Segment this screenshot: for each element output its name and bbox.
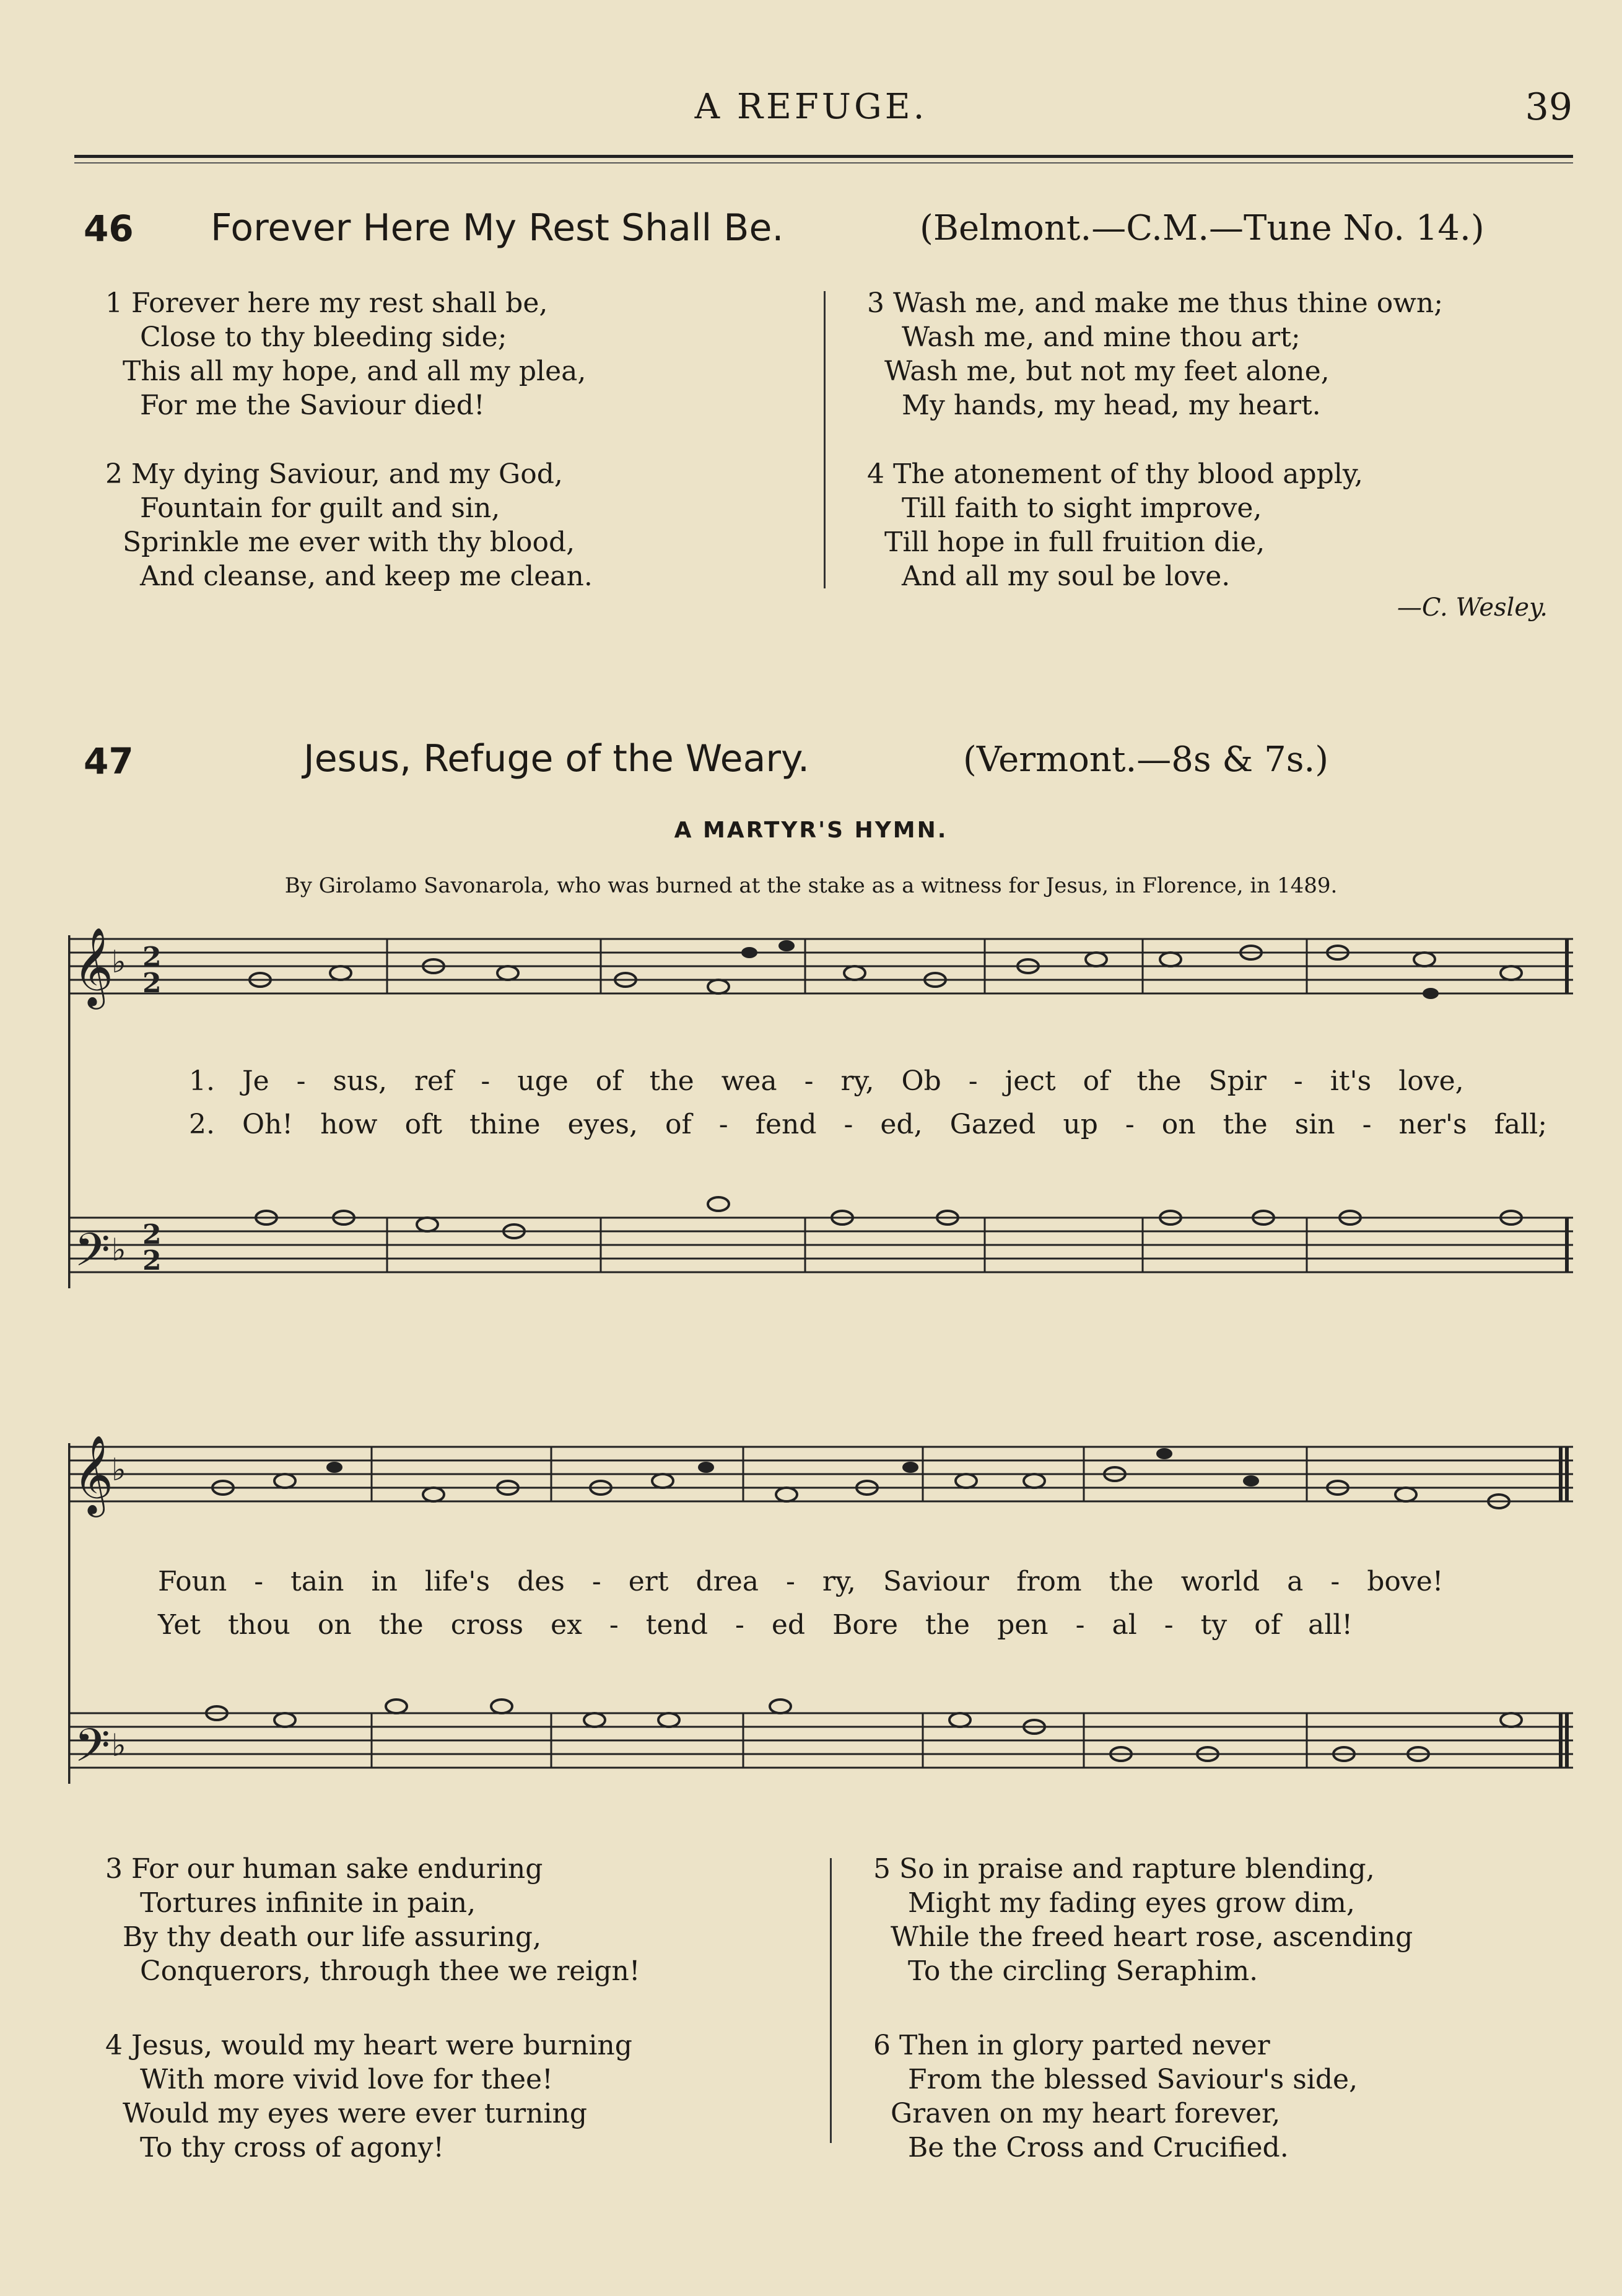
svg-text:2: 2 xyxy=(142,941,162,973)
lyric-syllable: of xyxy=(595,1065,622,1097)
svg-text:2: 2 xyxy=(142,1245,162,1277)
hymn-47-stanza-6: 6 Then in glory parted never From the blessed Saviour's side, Graven on my heart forever, Be the Cross and Crucified. xyxy=(873,2030,1358,2163)
hymn-46-stanza-1: 1 Forever here my rest shall be, Close to thy bleeding side; This all my hope, and all my plea, For me the Saviour died! xyxy=(105,287,586,421)
lyric-syllable: fend xyxy=(755,1109,817,1140)
lyric-syllable: tend xyxy=(645,1609,708,1641)
lyric-syllable: Saviour xyxy=(883,1566,990,1597)
lyric-syllable: des xyxy=(517,1566,565,1597)
lyric-syllable: - xyxy=(804,1065,814,1097)
lyric-syllable: the xyxy=(1223,1109,1268,1140)
lyric-syllable: of xyxy=(1083,1065,1110,1097)
lyric-syllable: Foun xyxy=(158,1566,227,1597)
lyric-syllable: of xyxy=(665,1109,692,1140)
lyric-syllable: Bore xyxy=(832,1609,898,1641)
header-rule xyxy=(74,155,1573,158)
lyric-syllable: - xyxy=(1330,1566,1340,1597)
lyric-syllable: how xyxy=(320,1109,378,1140)
lyric-syllable: ed, xyxy=(880,1109,923,1140)
lyric-syllable: sus, xyxy=(333,1065,388,1097)
lyric-syllable: sin xyxy=(1294,1109,1335,1140)
lyric-syllable: - xyxy=(296,1065,306,1097)
lyric-syllable: a xyxy=(1287,1566,1304,1597)
lyric-syllable: love, xyxy=(1398,1065,1464,1097)
lyric-syllable: ty xyxy=(1200,1609,1227,1641)
system-2-lyrics-verse-1 xyxy=(158,1566,1443,1597)
hymn-47-stanza-3: 3 For our human sake enduring Tortures infinite in pain, By thy death our life assuring, Conquerors, through thee we reign! xyxy=(105,1853,640,1987)
lyric-syllable: - xyxy=(1125,1109,1135,1140)
hymn-46-author: —C. Wesley. xyxy=(1397,593,1548,622)
hymn-47-stanza-5: 5 So in praise and rapture blending, Might my fading eyes grow dim, While the freed heart rose, ascending To the circling Seraphim. xyxy=(873,1853,1413,1987)
hymn-47-number: 47 xyxy=(84,740,134,782)
lyric-syllable: Gazed xyxy=(949,1109,1036,1140)
lyric-syllable: ex xyxy=(551,1609,582,1641)
system-2-lyrics-verse-2 xyxy=(158,1609,1353,1641)
lyric-syllable: wea xyxy=(721,1065,777,1097)
lyric-syllable: - xyxy=(786,1566,795,1597)
lyric-syllable: ner's xyxy=(1398,1109,1467,1140)
lyric-syllable: the xyxy=(1136,1065,1182,1097)
lyric-syllable: uge xyxy=(517,1065,569,1097)
lyric-syllable: - xyxy=(968,1065,978,1097)
lyric-syllable: thou xyxy=(227,1609,290,1641)
header-rule-thin xyxy=(74,162,1573,164)
lyric-syllable: Yet xyxy=(158,1609,201,1641)
lyric-syllable: - xyxy=(1362,1109,1372,1140)
lyric-syllable: up xyxy=(1063,1109,1098,1140)
system-1-lyrics-verse-2 xyxy=(189,1109,1547,1140)
lyric-syllable: it's xyxy=(1330,1065,1372,1097)
column-divider-2 xyxy=(830,1858,832,2143)
svg-text:♭: ♭ xyxy=(111,1452,126,1488)
lyric-syllable: from xyxy=(1016,1566,1082,1597)
lyric-syllable: - xyxy=(254,1566,264,1597)
lyric-syllable: Ob xyxy=(901,1065,941,1097)
lyric-syllable: bove! xyxy=(1367,1566,1444,1597)
lyric-syllable: - xyxy=(735,1609,744,1641)
hymn-46-stanza-3: 3 Wash me, and make me thus thine own; Wash me, and mine thou art; Wash me, but not my feet alone, My hands, my head, my heart. xyxy=(867,287,1444,421)
lyric-syllable: ry, xyxy=(840,1065,874,1097)
lyric-syllable: - xyxy=(844,1109,853,1140)
lyric-syllable: in xyxy=(371,1566,398,1597)
running-title: A REFUGE. xyxy=(694,87,928,127)
hymn-46-number: 46 xyxy=(84,207,134,250)
hymn-47-tune: (Vermont.—8s & 7s.) xyxy=(963,740,1329,780)
lyric-syllable: - xyxy=(718,1109,728,1140)
svg-text:♭: ♭ xyxy=(111,1727,126,1763)
hymn-47-subtitle: A MARTYR'S HYMN. xyxy=(674,818,948,843)
hymn-46-stanza-2: 2 My dying Saviour, and my God, Fountain for guilt and sin, Sprinkle me ever with thy blood, And cleanse, and keep me clean. xyxy=(105,458,593,592)
lyric-syllable: al xyxy=(1112,1609,1137,1641)
hymn-47-title: Jesus, Refuge of the Weary. xyxy=(303,737,810,780)
lyric-syllable: - xyxy=(1075,1609,1085,1641)
lyric-syllable: 1. Je xyxy=(189,1065,269,1097)
lyric-syllable: thine xyxy=(469,1109,541,1140)
svg-text:♭: ♭ xyxy=(111,944,126,980)
lyric-syllable: the xyxy=(378,1609,424,1641)
lyric-syllable: ject xyxy=(1005,1065,1056,1097)
lyric-syllable: - xyxy=(609,1609,619,1641)
lyric-syllable: on xyxy=(317,1609,352,1641)
lyric-syllable: drea xyxy=(695,1566,759,1597)
lyric-syllable: 2. Oh! xyxy=(189,1109,294,1140)
hymn-47-byline: By Girolamo Savonarola, who was burned at the stake as a witness for Jesus, in Florence, in 1489. xyxy=(284,873,1338,898)
lyric-syllable: ed xyxy=(771,1609,806,1641)
column-divider xyxy=(824,291,826,588)
svg-text:𝄢: 𝄢 xyxy=(74,1223,110,1288)
lyric-syllable: oft xyxy=(404,1109,443,1140)
page-number: 39 xyxy=(1525,85,1572,129)
lyric-syllable: the xyxy=(649,1065,694,1097)
lyric-syllable: ert xyxy=(628,1566,669,1597)
svg-text:𝄞: 𝄞 xyxy=(73,1434,114,1514)
hymn-46-title: Forever Here My Rest Shall Be. xyxy=(211,206,784,250)
lyric-syllable: pen xyxy=(997,1609,1049,1641)
lyric-syllable: ry, xyxy=(822,1566,856,1597)
lyric-syllable: cross xyxy=(450,1609,524,1641)
hymn-47-stanza-4: 4 Jesus, would my heart were burning With more vivid love for thee! Would my eyes were ever turning To thy cross of agony! xyxy=(105,2030,632,2163)
hymn-46-stanza-4: 4 The atonement of thy blood apply, Till faith to sight improve, Till hope in full fruition die, And all my soul be love. xyxy=(867,458,1363,592)
lyric-syllable: - xyxy=(481,1065,491,1097)
lyric-syllable: on xyxy=(1161,1109,1196,1140)
system-1-lyrics-verse-1 xyxy=(189,1065,1464,1097)
lyric-syllable: fall; xyxy=(1494,1109,1548,1140)
lyric-syllable: eyes, xyxy=(567,1109,639,1140)
svg-text:𝄞: 𝄞 xyxy=(73,927,114,1006)
lyric-syllable: all! xyxy=(1308,1609,1353,1641)
lyric-syllable: - xyxy=(1164,1609,1174,1641)
lyric-syllable: - xyxy=(591,1566,601,1597)
hymn-46-tune: (Belmont.—C.M.—Tune No. 14.) xyxy=(920,208,1485,248)
svg-text:𝄢: 𝄢 xyxy=(74,1719,110,1784)
svg-text:♭: ♭ xyxy=(111,1232,126,1268)
lyric-syllable: Spir xyxy=(1208,1065,1267,1097)
lyric-syllable: the xyxy=(1109,1566,1154,1597)
lyric-syllable: tain xyxy=(290,1566,344,1597)
lyric-syllable: life's xyxy=(424,1566,491,1597)
lyric-syllable: ref xyxy=(414,1065,454,1097)
lyric-syllable: world xyxy=(1180,1566,1260,1597)
svg-text:2: 2 xyxy=(142,1219,162,1251)
lyric-syllable: - xyxy=(1293,1065,1303,1097)
lyric-syllable: of xyxy=(1254,1609,1281,1641)
svg-text:2: 2 xyxy=(142,967,162,999)
lyric-syllable: the xyxy=(925,1609,970,1641)
